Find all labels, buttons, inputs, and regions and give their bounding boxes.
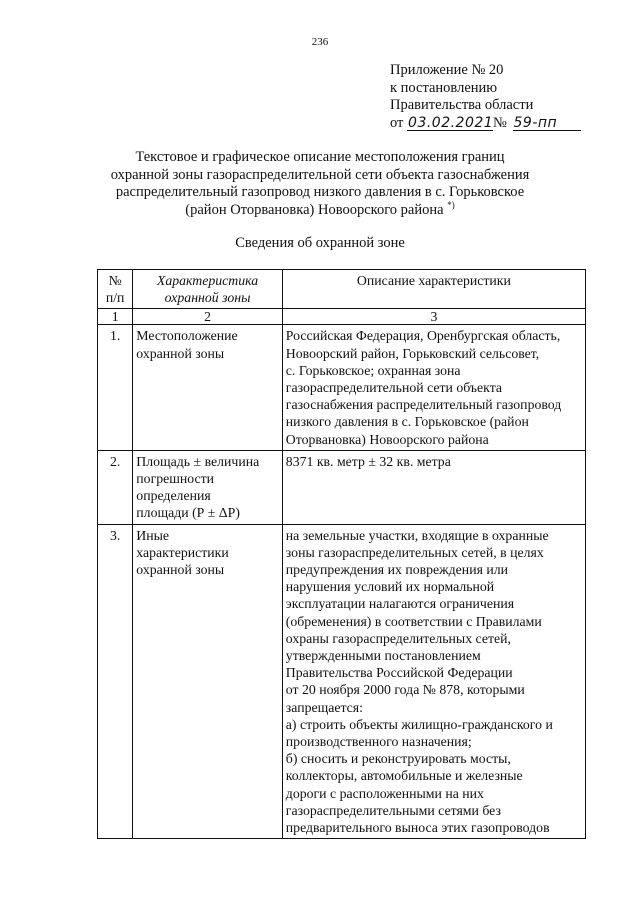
- description-line: производственного назначения;: [285, 734, 472, 750]
- header-number-line-1: №: [108, 273, 122, 288]
- description-line: на земельные участки, входящие в охранные: [285, 527, 549, 543]
- title-line-3: распределительный газопровод низкого давления в с. Горьковское: [115, 184, 525, 201]
- row-characteristic: [133, 450, 283, 524]
- description-line: предупреждения их повреждения или: [285, 562, 509, 578]
- characteristic-line: погрешности: [136, 471, 215, 487]
- description-line: газораспределительными сетями без: [285, 802, 501, 818]
- row-index: 2.: [98, 450, 133, 524]
- column-number-row: [98, 309, 586, 325]
- description-line: запрещается:: [285, 699, 363, 715]
- description-line: 8371 кв. метр ± 32 кв. метра: [285, 453, 451, 469]
- table-row: [98, 325, 586, 450]
- header-description: Описание характеристики: [282, 270, 585, 309]
- page-number: 236: [311, 36, 329, 48]
- header-characteristic-line-2: охранной зоны: [164, 290, 251, 306]
- description-line: Российская Федерация, Оренбургская область,: [285, 328, 561, 344]
- description-line: с. Горьковское; охранная зона: [285, 362, 461, 378]
- row-index: 1.: [98, 325, 133, 450]
- document-title: [0, 149, 640, 219]
- header-characteristic-line-1: Характеристика: [156, 273, 259, 288]
- header-characteristic: [133, 270, 283, 309]
- characteristic-line: характеристики: [136, 544, 229, 560]
- table-row: [98, 450, 586, 524]
- description-line: низкого давления в с. Горьковское (район: [285, 414, 529, 430]
- table-header-row: [98, 270, 586, 309]
- title-line-4-text: (район Оторвановка) Новоорского района: [185, 201, 444, 218]
- handwritten-number: 59-пп: [513, 116, 581, 131]
- handwritten-date: 03.02.2021: [408, 114, 494, 131]
- description-line: (обременения) в соответствии с Правилами: [285, 613, 542, 629]
- description-line: а) строить объекты жилищно-гражданского и: [285, 716, 553, 732]
- appendix-line-3: Правительства области: [390, 97, 534, 113]
- from-label: от: [390, 114, 404, 131]
- description-line: нарушения условий их нормальной: [285, 579, 495, 595]
- description-line: от 20 ноября 2000 года № 878, которыми: [285, 682, 525, 698]
- row-index: 3.: [98, 524, 133, 839]
- column-number-3: 3: [282, 309, 585, 325]
- appendix-line-2: к постановлению: [390, 79, 498, 96]
- description-line: газоснабжения распределительный газопровод: [285, 397, 562, 413]
- header-number: [98, 270, 133, 309]
- title-line-2: охранной зоны газораспределительной сети объекта газоснабжения: [110, 166, 530, 183]
- characteristic-line: Площадь ± величина: [136, 453, 260, 469]
- description-line: газораспределительной сети объекта: [285, 380, 503, 396]
- appendix-block: [390, 62, 581, 132]
- number-label: №: [493, 114, 507, 131]
- description-line: Оторвановка) Новоорского района: [285, 431, 489, 447]
- description-line: эксплуатации налагаются ограничения: [285, 596, 515, 612]
- protection-zone-table: [97, 269, 586, 839]
- column-number-1: 1: [98, 309, 133, 325]
- description-line: б) сносить и реконструировать мосты,: [285, 751, 511, 767]
- title-line-4: [0, 199, 640, 220]
- column-number-2: 2: [133, 309, 283, 325]
- footnote-mark: *): [447, 199, 455, 210]
- appendix-date-line: [390, 115, 581, 133]
- row-characteristic: [133, 325, 283, 450]
- row-description: [282, 325, 585, 450]
- section-subtitle: Сведения об охранной зоне: [235, 235, 405, 251]
- characteristic-line: охранной зоны: [136, 345, 225, 361]
- description-line: предварительного выноса этих газопроводов: [285, 820, 550, 836]
- description-line: Правительства Российской Федерации: [285, 665, 513, 681]
- description-line: зоны газораспределительных сетей, в целях: [285, 544, 544, 560]
- description-line: коллекторы, автомобильные и железные: [285, 768, 523, 784]
- characteristic-line: Иные: [136, 527, 170, 543]
- characteristic-line: Местоположение: [136, 328, 238, 344]
- description-line: Новоорский район, Горьковский сельсовет,: [285, 345, 540, 361]
- row-characteristic: [133, 524, 283, 839]
- description-line: охраны газораспределительных сетей,: [285, 630, 511, 646]
- row-description: [282, 524, 585, 839]
- description-line: утвержденными постановлением: [285, 648, 481, 664]
- table-row: [98, 524, 586, 839]
- characteristic-line: площади (Р ± ΔР): [136, 505, 240, 521]
- row-description: [282, 450, 585, 524]
- title-line-1: Текстовое и графическое описание местоположения границ: [135, 149, 505, 165]
- characteristic-line: определения: [136, 488, 211, 504]
- description-line: дороги с расположенными на них: [285, 785, 484, 801]
- appendix-line-1: Приложение № 20: [390, 62, 504, 78]
- header-number-line-2: п/п: [105, 290, 125, 306]
- characteristic-line: охранной зоны: [136, 562, 225, 578]
